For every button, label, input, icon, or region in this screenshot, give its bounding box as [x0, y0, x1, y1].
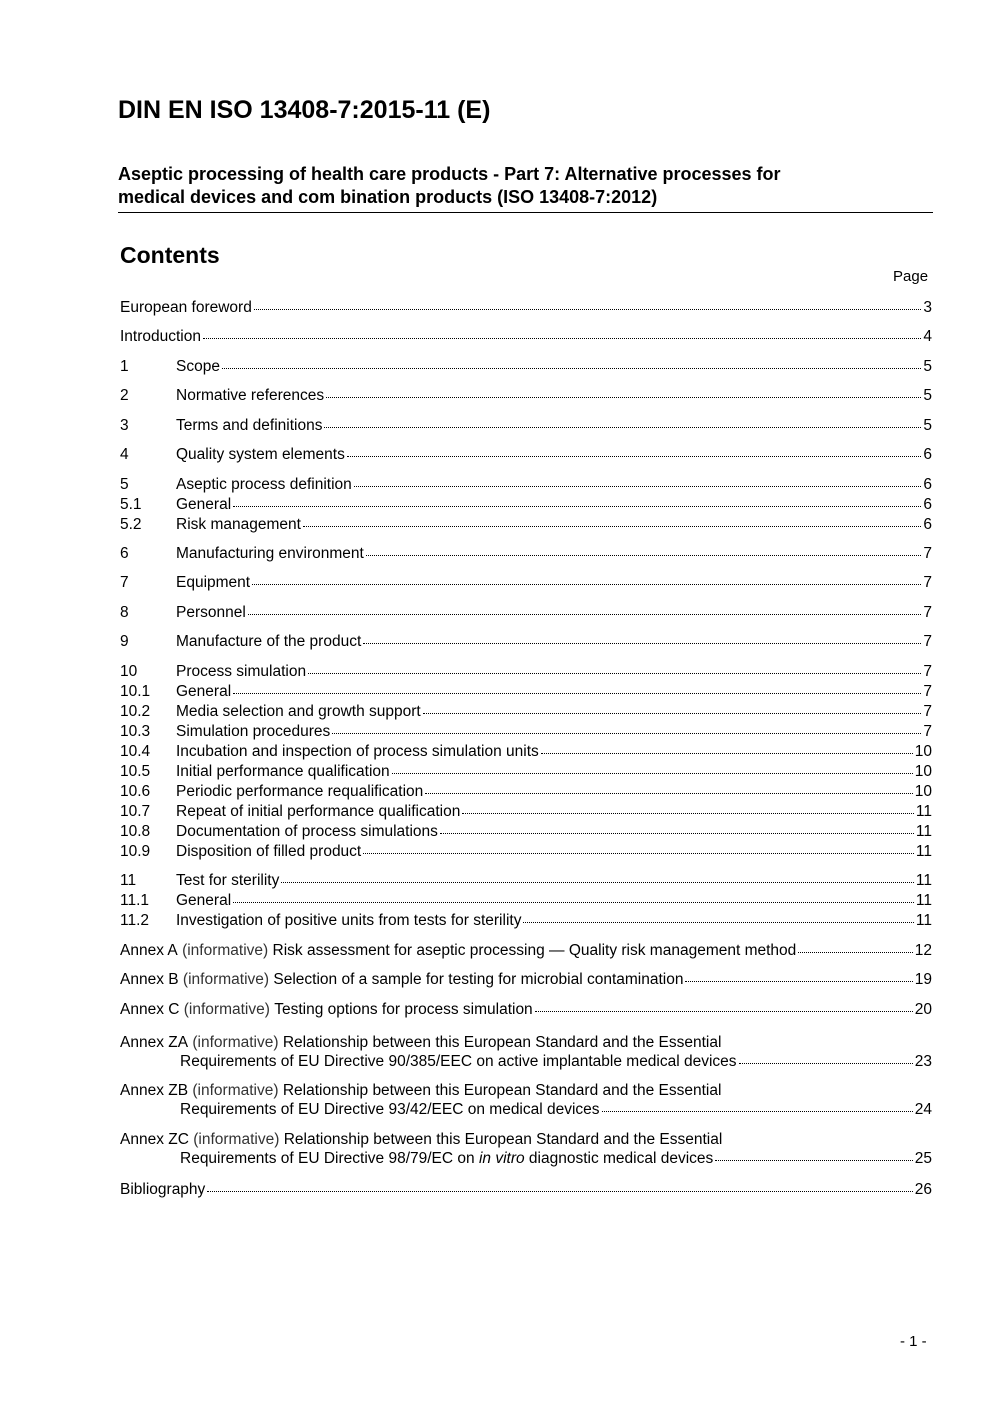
subtitle-line-1: Aseptic processing of health care products - Part 7: Alternative processes for [118, 164, 781, 184]
toc-annex-zc-line1[interactable]: Annex ZC (informative) Relationship between this European Standard and the Essential [120, 1131, 723, 1148]
toc-entry[interactable]: 10 Process simulation 7 [120, 663, 932, 680]
toc-entry[interactable]: 10.5 Initial performance qualification 10 [120, 763, 932, 780]
toc-entry[interactable]: 10.1 General 7 [120, 683, 932, 700]
toc-entry[interactable]: 5.1 General 6 [120, 496, 932, 513]
toc-entry[interactable]: 9 Manufacture of the product 7 [120, 633, 932, 650]
toc-entry[interactable]: 1 Scope 5 [120, 358, 932, 375]
toc-entry[interactable]: 8 Personnel 7 [120, 604, 932, 621]
toc-entry[interactable]: 4 Quality system elements 6 [120, 446, 932, 463]
toc-entry[interactable]: 10.4 Incubation and inspection of process simulation units 10 [120, 743, 932, 760]
toc-annex-zb-line1[interactable]: Annex ZB (informative) Relationship between this European Standard and the Essential [120, 1082, 722, 1099]
toc-annex-zc-line2[interactable]: Requirements of EU Directive 98/79/EC on in vitro diagnostic medical devices 25 [180, 1150, 932, 1167]
toc-annex-entry[interactable]: Annex A (informative) Risk assessment for aseptic processing — Quality risk management method 12 [120, 942, 932, 959]
toc-annex-za-line1[interactable]: Annex ZA (informative) Relationship between this European Standard and the Essential [120, 1034, 722, 1051]
toc-entry[interactable]: 7 Equipment 7 [120, 574, 932, 591]
toc-entry[interactable]: 11.1 General 11 [120, 892, 932, 909]
toc-entry[interactable]: 10.9 Disposition of filled product 11 [120, 843, 932, 860]
toc-entry[interactable]: 6 Manufacturing environment 7 [120, 545, 932, 562]
toc-entry[interactable]: European foreword 3 [120, 299, 932, 316]
toc-entry[interactable]: 3 Terms and definitions 5 [120, 417, 932, 434]
document-subtitle [118, 163, 933, 213]
toc-entry[interactable]: 5 Aseptic process definition 6 [120, 476, 932, 493]
toc-entry[interactable]: 10.3 Simulation procedures 7 [120, 723, 932, 740]
toc-bibliography[interactable]: Bibliography 26 [120, 1181, 932, 1198]
page-column-label: Page [893, 268, 929, 285]
contents-heading: Contents [120, 242, 220, 268]
toc-annex-entry[interactable]: Annex B (informative) Selection of a sample for testing for microbial contamination 19 [120, 971, 932, 988]
toc-entry[interactable]: 10.8 Documentation of process simulations 11 [120, 823, 932, 840]
toc-entry[interactable]: 10.6 Periodic performance requalification 10 [120, 783, 932, 800]
toc-annex-entry[interactable]: Annex C (informative) Testing options for process simulation 20 [120, 1001, 932, 1018]
toc-entry[interactable]: Introduction 4 [120, 328, 932, 345]
toc-entry[interactable]: 11 Test for sterility 11 [120, 872, 932, 889]
toc-entry[interactable]: 10.7 Repeat of initial performance qualification 11 [120, 803, 932, 820]
document-title: DIN EN ISO 13408-7:2015-11 (E) [118, 96, 491, 124]
toc-annex-za-line2[interactable]: Requirements of EU Directive 90/385/EEC on active implantable medical devices 23 [180, 1053, 932, 1070]
subtitle-line-2: medical devices and com bination products (ISO 13408-7:2012) [118, 187, 658, 207]
page-number-footer: - 1 - [900, 1333, 927, 1350]
toc-entry[interactable]: 2 Normative references 5 [120, 387, 932, 404]
toc-annex-zb-line2[interactable]: Requirements of EU Directive 93/42/EEC on medical devices 24 [180, 1101, 932, 1118]
toc-entry[interactable]: 11.2 Investigation of positive units from tests for sterility 11 [120, 912, 932, 929]
toc-entry[interactable]: 10.2 Media selection and growth support 7 [120, 703, 932, 720]
toc-entry[interactable]: 5.2 Risk management 6 [120, 516, 932, 533]
